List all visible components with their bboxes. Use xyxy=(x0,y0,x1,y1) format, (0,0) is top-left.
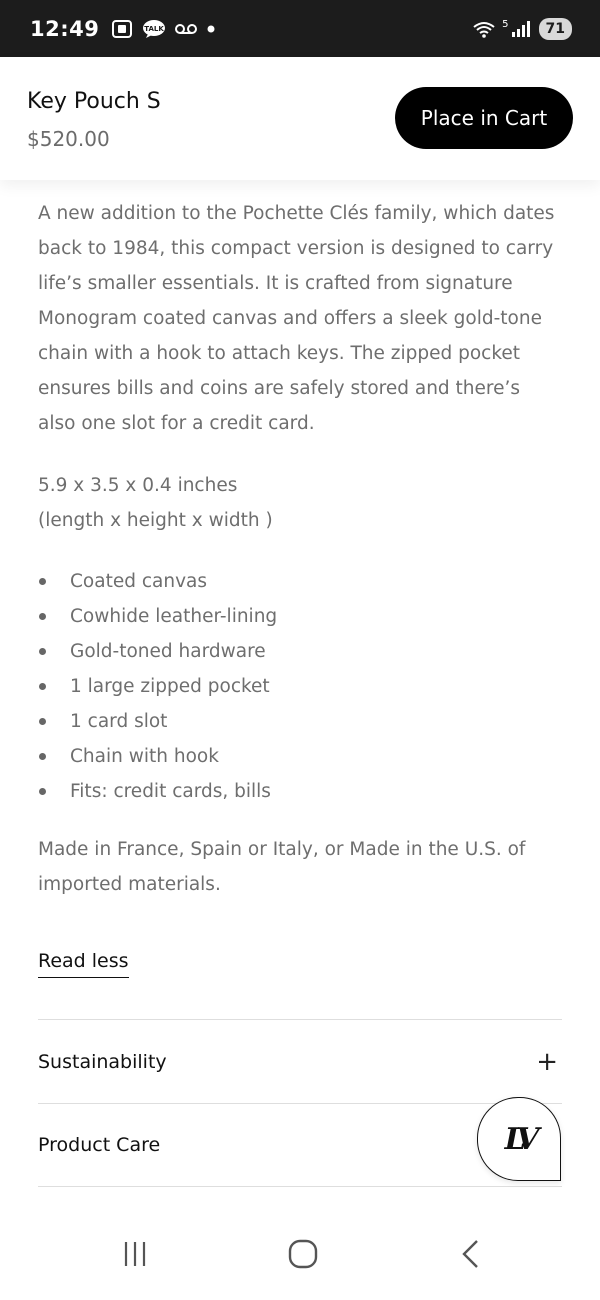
status-bar xyxy=(0,0,600,57)
product-description: A new addition to the Pochette Clés family, which dates back to 1984, this compact version is designed to carry life’s smaller essentials. It is crafted from signature Monogram coated canvas and offers a sleek gold-tone chain with a hook to attach keys. The zipped pocket ensures bills and coins are safely stored and there’s also one slot for a credit card. xyxy=(38,203,555,434)
bullet-icon xyxy=(39,613,46,620)
lv-chat-icon: LV xyxy=(504,1121,534,1157)
bullet-icon xyxy=(39,753,46,760)
screenshot-icon xyxy=(111,19,133,39)
list-item xyxy=(38,774,563,809)
svg-text:TALK: TALK xyxy=(144,24,165,33)
signal-icon xyxy=(511,20,531,38)
list-item xyxy=(38,564,563,599)
dimensions xyxy=(38,468,563,538)
lv-chat-button[interactable] xyxy=(477,1097,561,1181)
bullet-icon xyxy=(39,718,46,725)
feature-label: 1 card slot xyxy=(70,711,168,732)
feature-label: Coated canvas xyxy=(70,571,207,592)
feature-label: Cowhide leather-lining xyxy=(70,606,278,627)
read-less-link[interactable]: Read less xyxy=(38,949,129,978)
feature-label: Fits: credit cards, bills xyxy=(70,781,271,802)
accordion-label: Sustainability xyxy=(38,1050,167,1073)
back-icon[interactable] xyxy=(441,1229,501,1279)
list-item xyxy=(38,704,563,739)
list-item xyxy=(38,669,563,704)
product-header xyxy=(0,57,600,180)
battery-indicator: 71 xyxy=(539,18,572,40)
talk-icon xyxy=(142,19,166,39)
made-in-text: Made in France, Spain or Italy, or Made in the U.S. of imported materials. xyxy=(38,839,526,895)
recent-apps-icon[interactable] xyxy=(105,1229,165,1279)
accordion-label: Product Care xyxy=(38,1134,161,1156)
voicemail-icon xyxy=(175,22,197,36)
bullet-icon xyxy=(39,578,46,585)
navigation-bar xyxy=(0,1205,600,1300)
feature-label: Chain with hook xyxy=(70,746,219,767)
dimensions-size: 5.9 x 3.5 x 0.4 inches xyxy=(38,475,238,496)
place-in-cart-button[interactable]: Place in Cart xyxy=(395,87,573,149)
dot-icon xyxy=(206,24,216,34)
status-time: 12:49 xyxy=(30,16,100,41)
feature-label: Gold-toned hardware xyxy=(70,641,266,662)
wifi-icon xyxy=(472,19,498,39)
list-item xyxy=(38,634,563,669)
bullet-icon xyxy=(39,788,46,795)
feature-label: 1 large zipped pocket xyxy=(70,676,270,697)
list-item xyxy=(38,739,563,774)
home-icon[interactable] xyxy=(273,1229,333,1279)
product-details xyxy=(38,196,563,978)
product-price: $520.00 xyxy=(27,127,110,151)
signal-label: 5 xyxy=(502,19,509,30)
feature-list xyxy=(38,564,563,809)
accordion-sustainability[interactable] xyxy=(38,1019,562,1103)
bullet-icon xyxy=(39,683,46,690)
list-item xyxy=(38,599,563,634)
bullet-icon xyxy=(39,648,46,655)
dimensions-note: (length x height x width ) xyxy=(38,510,273,531)
product-name: Key Pouch S xyxy=(27,89,161,114)
plus-icon: + xyxy=(536,1046,558,1077)
